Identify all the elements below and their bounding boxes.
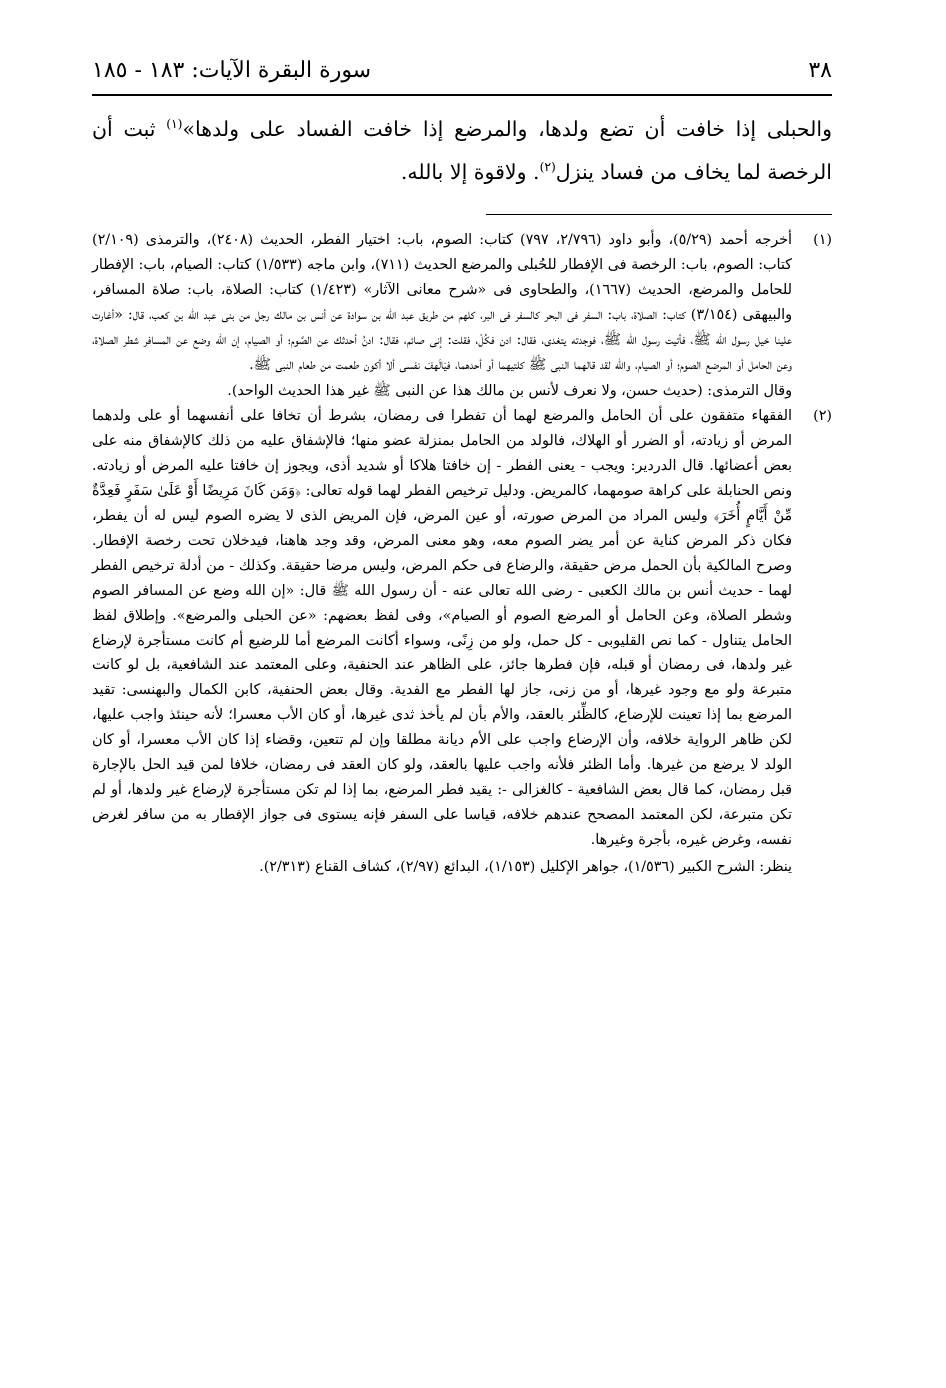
page-header bbox=[92, 58, 832, 92]
main-paragraph bbox=[92, 108, 832, 194]
footnote-1 bbox=[92, 228, 832, 404]
footnote-paragraph: ينظر: الشرح الكبير (١/٥٣٦)، جواهر الإكليل (١/١٥٣)، البدائع (٢/٩٧)، كشاف القناع (٢/٣١٣). bbox=[259, 858, 792, 875]
footnote-marker: (١) bbox=[813, 232, 832, 248]
footnote-paragraph: أخرجه أحمد (٥/٢٩)، وأبو داود (٢/٧٩٦، ٧٩٧) كتاب: الصوم، باب: اختيار الفطر، الحديث (٢٤٠٨)، والترمذى (٢/١٠٩) كتاب: الصوم، باب: الرخصة فى الإفطار للحُبلى والمرضع الحديث (٧١١)، وابن ماجه (١/٥٣٣) كتاب: الصيام، باب: الإفطار للحامل والمرضع، الحديث (١٦٦٧)، والطحاوى فى «شرح معانى الآثار» (١/٤٢٣) كتاب: الصلاة، باب: صلاة المسافر، والبيهقى (٣/١٥٤) كتاب: الصلاة، باب: السفر فى البحر كالسفر فى البر، كلهم من طريق عبد الله بن سوادة عن أنس بن مالك رجل من بنى عبد الله بن كعب، قال: «أغارت علينا خيل رسول الله ﷺ، فأتيت رسول الله ﷺ، فوجدته يتغدى، فقال: ادن فكُلْ، فقلت: إنى صائم، فقال: ادنُ أحدثك عن الصَّوم؛ أو الصيام، إن الله وضع عن المسافر شطر الصلاة، وعن الحامل أو المرضع الصوم؛ أو الصيام، والله لقد قالهما النبى ﷺ كلتيهما أو أحدهما، فيَالَهفَ نفسى ألا أكون طعمت من طعام النبى ﷺ. bbox=[92, 232, 792, 373]
footnote-marker: (٢) bbox=[813, 408, 832, 425]
running-title: سورة البقرة الآيات: ١٨٣ - ١٨٥ bbox=[92, 58, 372, 83]
main-text bbox=[92, 108, 832, 194]
footnote-ref-2: (٢) bbox=[539, 160, 556, 175]
footnote-2 bbox=[92, 404, 832, 879]
footnote-paragraph: وقال الترمذى: (حديث حسن، ولا نعرف لأنس بن مالك هذا عن النبى ﷺ غير هذا الحديث الواحد). bbox=[227, 383, 792, 400]
footnote-body bbox=[92, 404, 792, 879]
main-text-part-2: ثبت أن الرخصة لما يخاف من فساد ينزل bbox=[92, 117, 832, 184]
main-text-part-1: والحبلى إذا خافت أن تضع ولدها، والمرضع إذا خافت الفساد على ولدها» bbox=[182, 117, 832, 141]
header-divider bbox=[92, 94, 832, 96]
footnote-separator bbox=[486, 214, 832, 215]
main-text-part-3: . ولاقوة إلا بالله. bbox=[400, 160, 540, 184]
page-number: ٣٨ bbox=[808, 58, 832, 83]
footnote-body bbox=[92, 228, 792, 404]
footnote-ref-1: (١) bbox=[166, 117, 183, 132]
footnote-paragraph: الفقهاء متفقون على أن الحامل والمرضع لهما أن تفطرا فى رمضان، بشرط أن تخافا على أنفسهما أو على ولدهما المرض أو زيادته، أو الضرر أو الهلاك، فالولد من الحامل بمنزلة عضو منها؛ فالإشفاق عليه من ذلك كالإشفاق منه على بعض أعضائها. قال الدردير: ويجب - يعنى الفطر - إن خافتا هلاكا أو شديد أذى، ويجوز إن خافتا عليه المرض أو زيادته. ونص الحنابلة على كراهة صومهما، كالمريض. ودليل ترخيص الفطر لهما قوله تعالى: ﴿وَمَن كَانَ مَرِيضًا أَوْ عَلَىٰ سَفَرٍ فَعِدَّةٌ مِّنْ أَيَّامٍ أُخَرَ﴾ وليس المراد من المرض صورته، أو عين المرض، فإن المريض الذى لا يضره الصوم ليس له أن يفطر، فكان ذكر المرض كناية عن أمر يضر الصوم معه، وهو معنى المرض، وقد وجد هاهنا، فيدخلان تحت رخصة الإفطار. وصرح المالكية بأن الحمل مرض حقيقة، والرضاع فى حكم المرض، وليس مرضا حقيقة. وكذلك - من أدلة ترخيص الفطر لهما - حديث أنس بن مالك الكعبى - رضى الله تعالى عنه - أن رسول الله ﷺ قال: «إن الله وضع عن المسافر الصوم وشطر الصلاة، وعن الحامل أو المرضع الصوم أو الصيام»، وفى لفظ بعضهم: «عن الحبلى والمرضع». وإطلاق لفظ الحامل يتناول - كما نص القليوبى - كل حمل، ولو من زِنًى، وسواء أكانت المرضع أما للرضيع أم كانت مستأجرة لإرضاع غير ولدها، فى رمضان أو قبله، فإن فطرها جائز، على الظاهر عند الحنفية، وعلى المعتمد عند الشافعية، بل لو كانت متبرعة ولو مع وجود غيرها، أو من زنى، جاز لها الفطر مع الفدية. وقال بعض الحنفية، كابن الكمال والبهنسى: تقيد المرضع بما إذا تعينت للإرضاع، كالظِّئر بالعقد، والأم بأن لم يأخذ ثدى غيرها، أو كان الأب معسرا؛ لأنه حينئذ واجب عليها، لكن ظاهر الرواية خلافه، وأن الإرضاع واجب على الأم ديانة مطلقا وإن لم تتعين، وقضاء إذا كان الأب معسرا، أو كان الولد لا يرضع من غيرها. وأما الظئر فلأنه واجب عليها بالعقد، ولو كان العقد فى رمضان، خلافا لمن قيد الحل بالإجارة قبل رمضان، كما قال بعض الشافعية - كالغزالى -: يقيد فطر المرضع، بما إذا لم تكن مستأجرة لإرضاع غير ولدها، أو لم تكن متبرعة، لكن المعتمد المصحح عندهم خلافه، قياسا على السفر فإنه يستوى فى جواز الإفطار به من سافر لغرض نفسه، وغرض غيره، بأجرة وغيرها. bbox=[92, 408, 792, 848]
footnotes bbox=[92, 228, 832, 880]
